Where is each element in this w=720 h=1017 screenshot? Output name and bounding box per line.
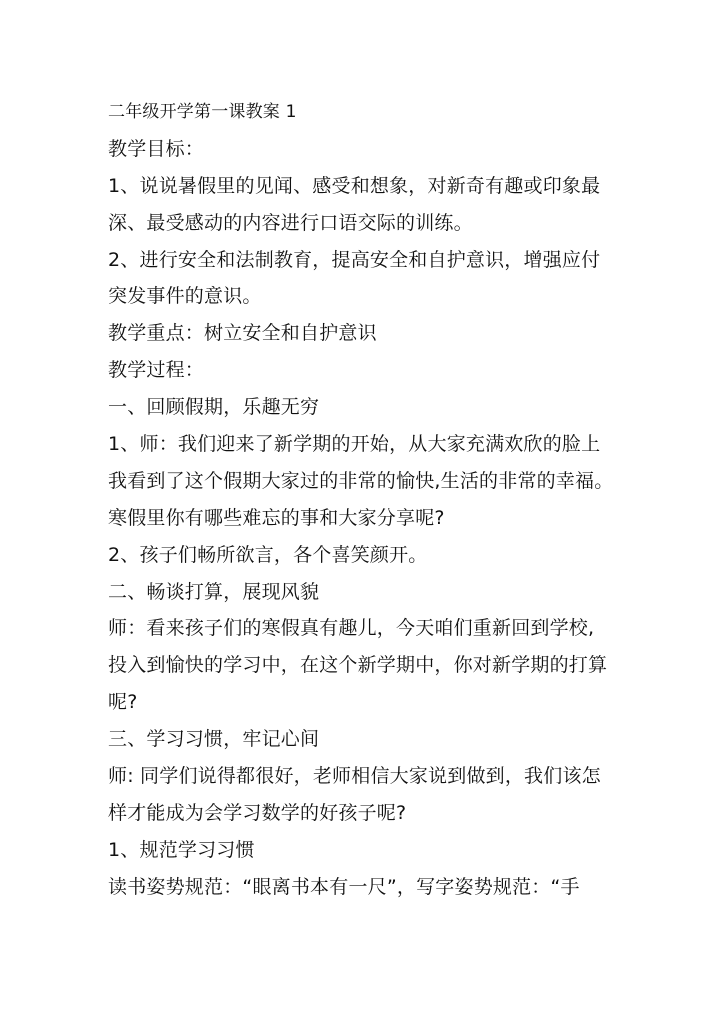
paragraph-line: 师：看来孩子们的寒假真有趣儿，今天咱们重新回到学校, — [108, 617, 595, 640]
paragraph-line: 投入到愉快的学习中，在这个新学期中，你对新学期的打算 — [108, 654, 608, 677]
paragraph-line: 2、孩子们畅所欲言，各个喜笑颜开。 — [108, 543, 428, 566]
paragraph-line: 1、师：我们迎来了新学期的开始，从大家充满欢欣的脸上 — [108, 433, 601, 456]
subsection-heading-2: 二、畅谈打算，展现风貌 — [108, 580, 320, 603]
paragraph-line: 呢? — [108, 691, 138, 714]
paragraph-line: 寒假里你有哪些难忘的事和大家分享呢? — [108, 506, 445, 529]
paragraph-line: 2、进行安全和法制教育，提高安全和自护意识，增强应付 — [108, 248, 601, 271]
paragraph-line: 师: 同学们说得都很好，老师相信大家说到做到，我们该怎 — [108, 765, 601, 788]
document-body — [108, 94, 618, 906]
paragraph-line: 1、说说暑假里的见闻、感受和想象，对新奇有趣或印象最 — [108, 174, 601, 197]
section-heading-key-point: 教学重点：树立安全和自护意识 — [108, 322, 377, 345]
paragraph-line: 样才能成为会学习数学的好孩子呢? — [108, 801, 407, 824]
paragraph-line: 我看到了这个假期大家过的非常的愉快,生活的非常的幸福。 — [108, 469, 614, 492]
subsection-heading-3: 三、学习习惯，牢记心间 — [108, 728, 320, 751]
section-heading-objectives: 教学目标： — [108, 137, 205, 160]
paragraph-line: 深、最受感动的内容进行口语交际的训练。 — [108, 211, 473, 234]
paragraph-line: 1、规范学习习惯 — [108, 838, 255, 861]
section-heading-process: 教学过程： — [108, 359, 205, 382]
paragraph-line: 读书姿势规范：“眼离书本有一尺”，写字姿势规范：“手 — [108, 875, 580, 898]
subsection-heading-1: 一、回顾假期，乐趣无穷 — [108, 396, 320, 419]
document-title: 二年级开学第一课教案 1 — [108, 102, 297, 122]
paragraph-line: 突发事件的意识。 — [108, 285, 262, 308]
